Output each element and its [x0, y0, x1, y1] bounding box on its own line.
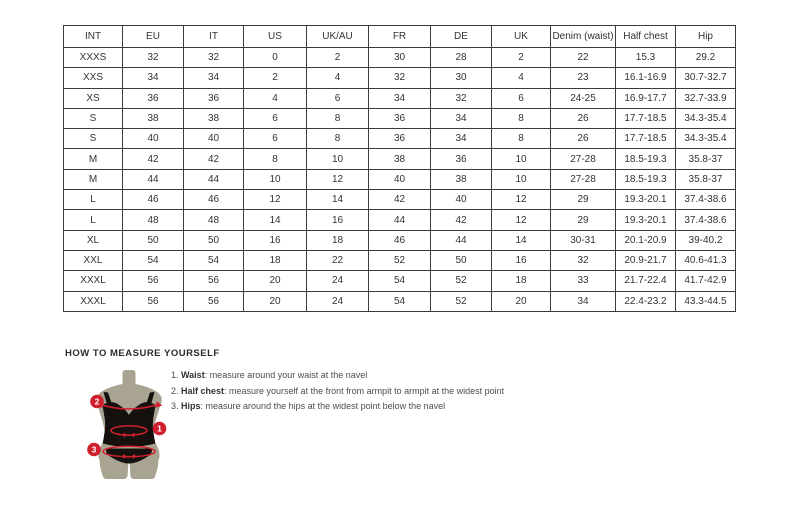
table-cell: 16.1-16.9 — [616, 68, 676, 88]
table-cell: 12 — [492, 210, 551, 230]
table-cell: 4 — [307, 68, 369, 88]
table-row — [64, 48, 736, 68]
table-cell: S — [64, 129, 123, 149]
mannequin-figure — [84, 369, 176, 483]
table-cell: 34 — [431, 129, 492, 149]
table-cell: 16.9-17.7 — [616, 88, 676, 108]
table-cell: 18 — [244, 250, 307, 270]
table-cell: L — [64, 190, 123, 210]
table-cell: M — [64, 149, 123, 169]
table-cell: 35.8-37 — [676, 169, 736, 189]
table-cell: 10 — [307, 149, 369, 169]
table-cell: 6 — [244, 108, 307, 128]
table-cell: 35.8-37 — [676, 149, 736, 169]
table-cell: 28 — [431, 48, 492, 68]
table-cell: 26 — [551, 129, 616, 149]
table-cell: 12 — [244, 190, 307, 210]
column-header: UK/AU — [307, 26, 369, 48]
table-cell: 29.2 — [676, 48, 736, 68]
table-cell: 42 — [369, 190, 431, 210]
step-number: 1. — [171, 370, 182, 380]
table-cell: 2 — [492, 48, 551, 68]
table-cell: 18.5-19.3 — [616, 149, 676, 169]
table-cell: M — [64, 169, 123, 189]
table-cell: 26 — [551, 108, 616, 128]
table-cell: 8 — [244, 149, 307, 169]
table-cell: 36 — [123, 88, 184, 108]
table-cell: 56 — [123, 291, 184, 311]
table-cell: 24 — [307, 271, 369, 291]
table-cell: 42 — [431, 210, 492, 230]
table-cell: 50 — [431, 250, 492, 270]
table-row — [64, 169, 736, 189]
table-cell: 42 — [123, 149, 184, 169]
table-cell: 2 — [307, 48, 369, 68]
hips-badge-number: 3 — [91, 444, 97, 455]
table-cell: 48 — [184, 210, 244, 230]
table-cell: 39-40.2 — [676, 230, 736, 250]
waist-badge-number: 1 — [157, 423, 162, 434]
table-row — [64, 68, 736, 88]
step-text: : measure around your waist at the navel — [204, 370, 368, 380]
table-row — [64, 108, 736, 128]
column-header: Hip — [676, 26, 736, 48]
column-header: INT — [64, 26, 123, 48]
table-cell: 10 — [492, 169, 551, 189]
table-cell: 38 — [431, 169, 492, 189]
column-header: IT — [184, 26, 244, 48]
table-row — [64, 129, 736, 149]
mannequin-neck — [123, 370, 136, 386]
measure-step — [171, 401, 591, 411]
table-cell: 41.7-42.9 — [676, 271, 736, 291]
table-cell: 29 — [551, 210, 616, 230]
table-cell: 32 — [369, 68, 431, 88]
table-cell: 30 — [369, 48, 431, 68]
table-row — [64, 190, 736, 210]
step-number: 3. — [171, 401, 182, 412]
table-cell: 10 — [492, 149, 551, 169]
table-cell: 50 — [184, 230, 244, 250]
table-cell: 34.3-35.4 — [676, 129, 736, 149]
table-cell: 30 — [431, 68, 492, 88]
table-cell: 4 — [244, 88, 307, 108]
table-cell: 20 — [244, 291, 307, 311]
table-cell: XXXL — [64, 291, 123, 311]
table-cell: 8 — [492, 129, 551, 149]
table-cell: XS — [64, 88, 123, 108]
table-cell: 34 — [431, 108, 492, 128]
table-cell: 36 — [369, 129, 431, 149]
table-cell: 22 — [551, 48, 616, 68]
column-header: UK — [492, 26, 551, 48]
table-cell: 34 — [184, 68, 244, 88]
table-cell: 12 — [492, 190, 551, 210]
table-cell: 21.7-22.4 — [616, 271, 676, 291]
table-cell: 30.7-32.7 — [676, 68, 736, 88]
table-cell: 14 — [492, 230, 551, 250]
step-term: Waist — [181, 370, 205, 380]
table-cell: 29 — [551, 190, 616, 210]
table-cell: 43.3-44.5 — [676, 291, 736, 311]
table-cell: 10 — [244, 169, 307, 189]
table-cell: 20 — [244, 271, 307, 291]
table-cell: 38 — [123, 108, 184, 128]
table-cell: 20 — [492, 291, 551, 311]
table-row — [64, 291, 736, 311]
table-cell: 34 — [123, 68, 184, 88]
table-cell: 4 — [492, 68, 551, 88]
table-cell: 40.6-41.3 — [676, 250, 736, 270]
table-cell: 14 — [307, 190, 369, 210]
table-cell: L — [64, 210, 123, 230]
table-cell: 40 — [123, 129, 184, 149]
table-cell: 8 — [307, 129, 369, 149]
table-cell: XXL — [64, 250, 123, 270]
step-text: : measure around the hips at the widest point below the navel — [200, 401, 446, 412]
table-cell: 32.7-33.9 — [676, 88, 736, 108]
table-cell: 30-31 — [551, 230, 616, 250]
table-cell: 14 — [244, 210, 307, 230]
table-cell: 54 — [184, 250, 244, 270]
table-cell: 8 — [492, 108, 551, 128]
table-cell: 50 — [123, 230, 184, 250]
table-cell: 12 — [307, 169, 369, 189]
section-title: HOW TO MEASURE YOURSELF — [65, 348, 220, 359]
table-cell: 52 — [431, 271, 492, 291]
table-cell: 32 — [431, 88, 492, 108]
table-cell: 52 — [431, 291, 492, 311]
table-cell: 27-28 — [551, 169, 616, 189]
column-header: US — [244, 26, 307, 48]
table-cell: 48 — [123, 210, 184, 230]
table-cell: 20.9-21.7 — [616, 250, 676, 270]
step-number: 2. — [171, 385, 182, 396]
table-cell: 6 — [492, 88, 551, 108]
table-cell: 22.4-23.2 — [616, 291, 676, 311]
table-cell: 44 — [369, 210, 431, 230]
table-cell: 18.5-19.3 — [616, 169, 676, 189]
table-cell: 20.1-20.9 — [616, 230, 676, 250]
table-cell: 19.3-20.1 — [616, 190, 676, 210]
table-cell: 27-28 — [551, 149, 616, 169]
table-cell: 17.7-18.5 — [616, 108, 676, 128]
table-cell: 54 — [123, 250, 184, 270]
table-cell: 52 — [369, 250, 431, 270]
table-cell: 42 — [184, 149, 244, 169]
table-cell: 18 — [492, 271, 551, 291]
table-cell: 46 — [123, 190, 184, 210]
table-cell: 34 — [369, 88, 431, 108]
table-row — [64, 271, 736, 291]
table-header-row — [64, 26, 736, 48]
table-row — [64, 88, 736, 108]
table-cell: 37.4-38.6 — [676, 210, 736, 230]
table-row — [64, 230, 736, 250]
table-cell: 32 — [184, 48, 244, 68]
table-cell: S — [64, 108, 123, 128]
mannequin-illustration — [84, 369, 176, 483]
table-cell: 32 — [551, 250, 616, 270]
step-text: : measure yourself at the front from armpit to armpit at the widest point — [224, 385, 505, 396]
table-cell: 34 — [551, 291, 616, 311]
table-cell: XXXL — [64, 271, 123, 291]
table-cell: 36 — [431, 149, 492, 169]
table-cell: 32 — [123, 48, 184, 68]
table-cell: 38 — [369, 149, 431, 169]
table-cell: 56 — [123, 271, 184, 291]
table-cell: 8 — [307, 108, 369, 128]
table-cell: 16 — [244, 230, 307, 250]
table-cell: 2 — [244, 68, 307, 88]
table-cell: 36 — [369, 108, 431, 128]
table-cell: 44 — [431, 230, 492, 250]
chest-badge-number: 2 — [94, 396, 100, 407]
measure-steps — [171, 370, 591, 417]
table-cell: 24 — [307, 291, 369, 311]
table-cell: 22 — [307, 250, 369, 270]
table-cell: 18 — [307, 230, 369, 250]
table-cell: 6 — [307, 88, 369, 108]
table-cell: 23 — [551, 68, 616, 88]
table-row — [64, 149, 736, 169]
table-cell: 56 — [184, 271, 244, 291]
table-cell: 44 — [123, 169, 184, 189]
table-cell: 40 — [369, 169, 431, 189]
size-conversion-table — [63, 25, 736, 312]
table-cell: 40 — [184, 129, 244, 149]
table-cell: XL — [64, 230, 123, 250]
measure-step — [171, 386, 591, 396]
table-cell: 6 — [244, 129, 307, 149]
measure-step — [171, 370, 591, 380]
column-header: FR — [369, 26, 431, 48]
table-cell: 44 — [184, 169, 244, 189]
table-cell: 15.3 — [616, 48, 676, 68]
table-cell: 0 — [244, 48, 307, 68]
table-cell: 37.4-38.6 — [676, 190, 736, 210]
table-cell: 16 — [307, 210, 369, 230]
table-cell: 24-25 — [551, 88, 616, 108]
table-row — [64, 250, 736, 270]
table-cell: 33 — [551, 271, 616, 291]
table-cell: XXS — [64, 68, 123, 88]
table-row — [64, 210, 736, 230]
table-cell: 46 — [184, 190, 244, 210]
table-cell: 34.3-35.4 — [676, 108, 736, 128]
column-header: Denim (waist) — [551, 26, 616, 48]
column-header: Half chest — [616, 26, 676, 48]
table-cell: 40 — [431, 190, 492, 210]
table-cell: XXXS — [64, 48, 123, 68]
table-cell: 19.3-20.1 — [616, 210, 676, 230]
step-term: Half chest — [181, 385, 225, 396]
table-cell: 36 — [184, 88, 244, 108]
table-cell: 54 — [369, 271, 431, 291]
table-cell: 16 — [492, 250, 551, 270]
table-cell: 56 — [184, 291, 244, 311]
table-cell: 46 — [369, 230, 431, 250]
column-header: DE — [431, 26, 492, 48]
column-header: EU — [123, 26, 184, 48]
table-cell: 17.7-18.5 — [616, 129, 676, 149]
table-cell: 54 — [369, 291, 431, 311]
step-term: Hips — [181, 401, 201, 412]
table-cell: 38 — [184, 108, 244, 128]
